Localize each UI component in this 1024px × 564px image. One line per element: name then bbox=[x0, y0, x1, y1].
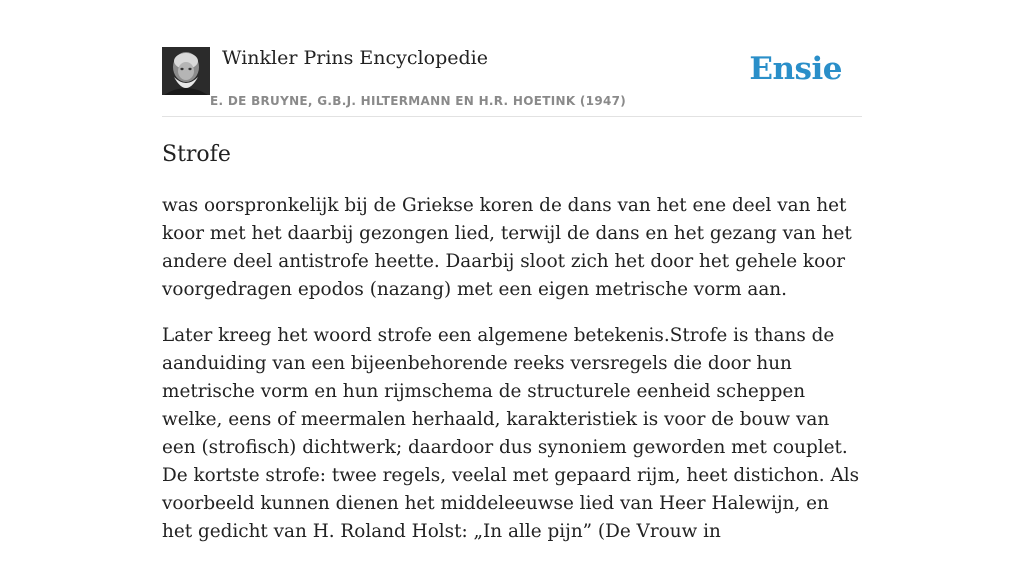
portrait-avatar-icon bbox=[162, 47, 210, 95]
article-paragraph: Later kreeg het woord strofe een algemene betekenis.Strofe is thans de aanduiding van een bijeenbehorende reeks versregels die door hun metrische vorm en hun rijmschema de structurele eenheid scheppen welke, eens of meermalen herhaald, karakteristiek is voor de bouw van een (strofisch) dichtwerk; daardoor dus synoniem geworden met couplet. De kortste strofe: twee regels, veelal met gepaard rijm, heet distichon. Als voorbeeld kunnen dienen het middeleeuwse lied van Heer Halewijn, en het gedicht van H. Roland Holst: „In alle pijn” (De Vrouw in bbox=[162, 325, 860, 542]
article-paragraph: was oorspronkelijk bij de Griekse koren de dans van het ene deel van het koor met het daarbij gezongen lied, terwijl de dans en het gezang van het andere deel antistrofe heette. Daarbij sloot zich het door het gehele koor voorgedragen epodos (nazang) met een eigen metrische vorm aan. bbox=[162, 195, 852, 300]
source-title[interactable]: Winkler Prins Encyclopedie bbox=[222, 47, 488, 69]
source-authors: E. DE BRUYNE, G.B.J. HILTERMANN EN H.R. HOETINK (1947) bbox=[210, 94, 627, 108]
source-header bbox=[162, 40, 862, 117]
article-body bbox=[162, 192, 862, 564]
ensie-logo[interactable]: Ensie bbox=[749, 51, 842, 87]
article-title: Strofe bbox=[162, 142, 231, 167]
